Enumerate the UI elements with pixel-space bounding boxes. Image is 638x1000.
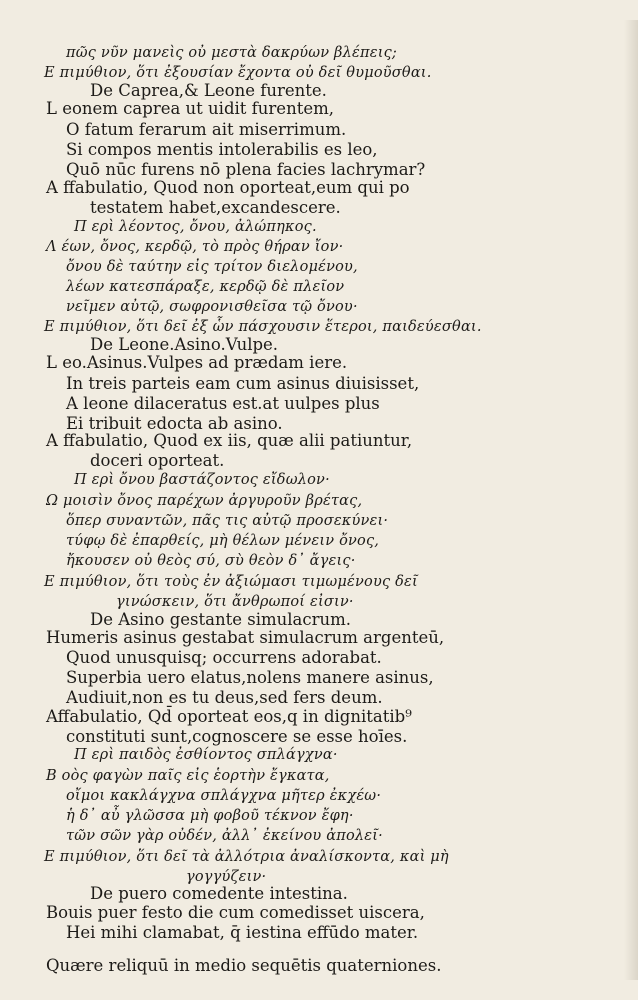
latin-verse: In treis parteis eam cum asinus diuisisset, [66, 374, 420, 393]
greek-verse: ὅπερ συναντῶν, πᾶς τις αὐτῷ προσεκύνει· [66, 513, 389, 529]
catchword-note: Quære reliquū in medio sequētis quaterniones. [46, 956, 442, 975]
greek-verse: ὄνου δὲ ταύτην εἰς τρίτον διελομένου, [66, 259, 358, 275]
greek-title: Π ερὶ λέοντος, ὄνου, ἀλώπηκος. [74, 219, 317, 235]
fable-title: De Leone.Asino.Vulpe. [90, 335, 279, 354]
page-edge-shadow [624, 20, 638, 980]
affabulatio-continued: testatem habet,excandescere. [90, 198, 341, 217]
latin-verse: O fatum ferarum ait miserrimum. [66, 120, 347, 139]
fable-title: De Asino gestante simulacrum. [90, 610, 352, 629]
greek-epimythion: Ε πιμύθιον, ὅτι ἐξουσίαν ἔχοντα οὐ δεῖ θυμοῦσθαι. [44, 65, 432, 81]
affabulatio: A ffabulatio, Quod ex iis, quæ alii patiuntur, [46, 431, 413, 450]
greek-epimythion: Ε πιμύθιον, ὅτι τοὺς ἐν ἀξιώμασι τιμωμένους δεῖ [44, 574, 418, 590]
greek-verse: Β οὸς φαγὼν παῖς εἰς ἑορτὴν ἔγκατα, [46, 768, 330, 784]
affabulatio-continued: doceri oporteat. [90, 451, 225, 470]
greek-epimythion: Ε πιμύθιον, ὅτι δεῖ τὰ ἀλλότρια ἀναλίσκοντα, καὶ μὴ [44, 849, 449, 865]
latin-verse: Audiuit,non es tu deus,sed fers deum. [66, 688, 383, 707]
latin-verse: Ei tribuit edocta ab asino. [66, 414, 283, 433]
greek-verse: τύφῳ δὲ ἐπαρθείς, μὴ θέλων μένειν ὄνος, [66, 533, 380, 549]
affabulatio-continued: constituti sunt,cognoscere se esse hoīes. [66, 727, 408, 746]
latin-verse: Si compos mentis intolerabilis es leo, [66, 140, 378, 159]
greek-verse: Ω μοισὶν ὄνος παρέχων ἀργυροῦν βρέτας, [46, 493, 363, 509]
greek-verse: τῶν σῶν γὰρ οὐδέν, ἀλλ᾽ ἐκείνου ἀπολεῖ· [66, 828, 383, 844]
greek-verse: ἤκουσεν οὐ θεὸς σύ, σὺ θεὸν δ᾽ ἄγεις· [66, 553, 356, 569]
greek-epimythion: Ε πιμύθιον, ὅτι δεῖ ἐξ ὧν πάσχουσιν ἕτεροι, παιδεύεσθαι. [44, 319, 482, 335]
fable-title: De Caprea,& Leone furente. [90, 81, 327, 100]
greek-title: Π ερὶ παιδὸς ἐσθίοντος σπλάγχνα· [74, 747, 338, 763]
latin-verse: L eonem caprea ut uidit furentem, [46, 99, 334, 118]
latin-verse: Bouis puer festo die cum comedisset uiscera, [46, 903, 425, 922]
greek-verse: Λ έων, ὄνος, κερδῷ, τὸ πρὸς θήραν ἴον· [46, 239, 344, 255]
greek-verse: πῶς νῦν μανεὶς οὐ μεστὰ δακρύων βλέπεις; [66, 45, 398, 61]
greek-epimythion-continued: γογγύζειν· [186, 869, 267, 885]
affabulatio: A ffabulatio, Quod non oporteat,eum qui po [46, 178, 410, 197]
greek-verse: λέων κατεσπάραξε, κερδῷ δὲ πλεῖον [66, 279, 345, 295]
greek-epimythion-continued: γινώσκειν, ὅτι ἄνθρωποί εἰσιν· [116, 594, 354, 610]
latin-verse: Superbia uero elatus,nolens manere asinus, [66, 668, 434, 687]
latin-verse: A leone dilaceratus est.at uulpes plus [66, 394, 380, 413]
latin-verse: Quod unusquisq; occurrens adorabat. [66, 648, 382, 667]
greek-verse: νεῖμεν αὐτῷ, σωφρονισθεῖσα τῷ ὄνου· [66, 299, 358, 315]
latin-verse: Hei mihi clamabat, q̄ iestina effūdo mater. [66, 923, 419, 942]
latin-verse: L eo.Asinus.Vulpes ad prædam iere. [46, 353, 348, 372]
fable-title: De puero comedente intestina. [90, 884, 348, 903]
greek-title: Π ερὶ ὄνου βαστάζοντος εἴδωλον· [74, 472, 330, 488]
affabulatio: Affabulatio, Qd̄ oporteat eos,q in dignitatib⁹ [46, 707, 412, 726]
greek-verse: οἴμοι κακλάγχνα σπλάγχνα μῆτερ ἐκχέω· [66, 788, 382, 804]
greek-verse: ἡ δ᾽ αὖ γλῶσσα μὴ φοβοῦ τέκνον ἔφη· [66, 808, 354, 824]
latin-verse: Humeris asinus gestabat simulacrum argenteū, [46, 628, 445, 647]
latin-verse: Quō nūc furens nō plena facies lachrymar? [66, 160, 426, 179]
